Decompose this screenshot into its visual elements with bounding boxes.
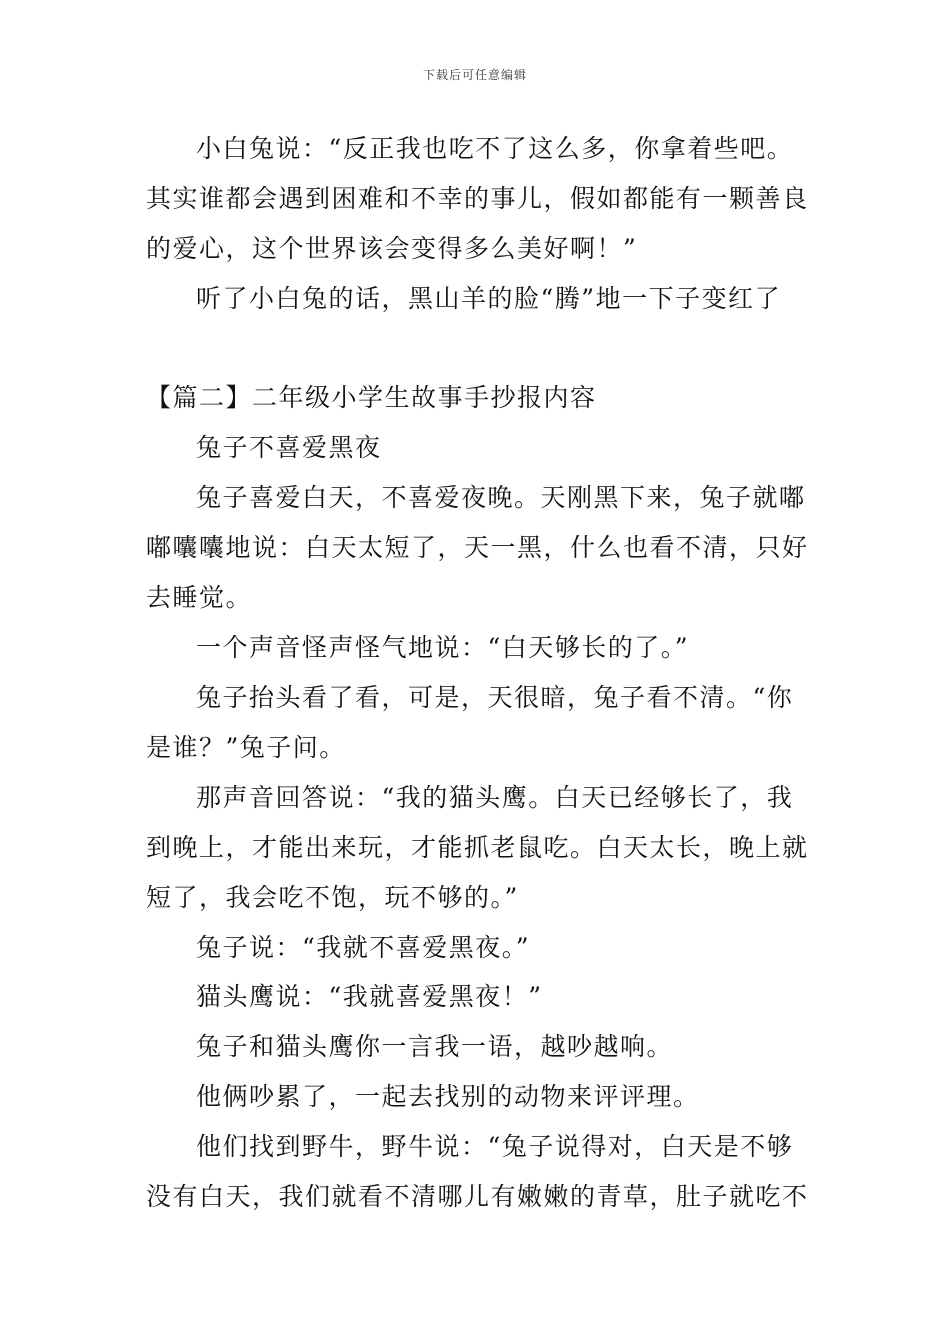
- text-line: 短了，我会吃不饱，玩不够的。”: [146, 883, 519, 912]
- text-line: 兔子和猫头鹰你一言我一语，越吵越响。: [196, 1032, 674, 1061]
- text-line: 兔子说：“我就不喜爱黑夜。”: [196, 933, 531, 962]
- text-line: 没有白天，我们就看不清哪儿有嫩嫩的青草，肚子就吃不: [146, 1182, 809, 1211]
- text-line: 其实谁都会遇到困难和不幸的事儿，假如都能有一颗善良: [146, 184, 809, 213]
- text-line: 到晚上，才能出来玩，才能抓老鼠吃。白天太长，晚上就: [146, 833, 809, 862]
- text-line: 他俩吵累了，一起去找别的动物来评评理。: [196, 1082, 700, 1111]
- text-line: 那声音回答说：“我的猫头鹰。白天已经够长了，我: [196, 783, 794, 812]
- text-line: 他们找到野牛，野牛说：“兔子说得对，白天是不够: [196, 1132, 794, 1161]
- story-title: 兔子不喜爱黑夜: [196, 433, 382, 462]
- text-line: 是谁？”兔子问。: [146, 733, 346, 762]
- header-note: 下载后可任意编辑: [422, 68, 527, 82]
- text-line: 小白兔说：“反正我也吃不了这么多，你拿着些吧。: [196, 134, 794, 163]
- text-line: 去睡觉。: [146, 583, 253, 612]
- text-line: 的爱心，这个世界该会变得多么美好啊！”: [146, 234, 638, 263]
- text-line: 兔子抬头看了看，可是，天很暗，兔子看不清。“你: [196, 683, 794, 712]
- text-line: 猫头鹰说：“我就喜爱黑夜！”: [196, 982, 543, 1011]
- text-line: 一个声音怪声怪气地说：“白天够长的了。”: [196, 633, 690, 662]
- section-heading: 【篇二】二年级小学生故事手抄报内容: [146, 383, 597, 412]
- text-line: 嘟囔囔地说：白天太短了，天一黑，什么也看不清，只好: [146, 533, 809, 562]
- text-line: 兔子喜爱白天，不喜爱夜晚。天刚黑下来，兔子就嘟: [196, 483, 806, 512]
- text-line: 听了小白兔的话，黑山羊的脸“腾”地一下子变红了: [196, 284, 782, 313]
